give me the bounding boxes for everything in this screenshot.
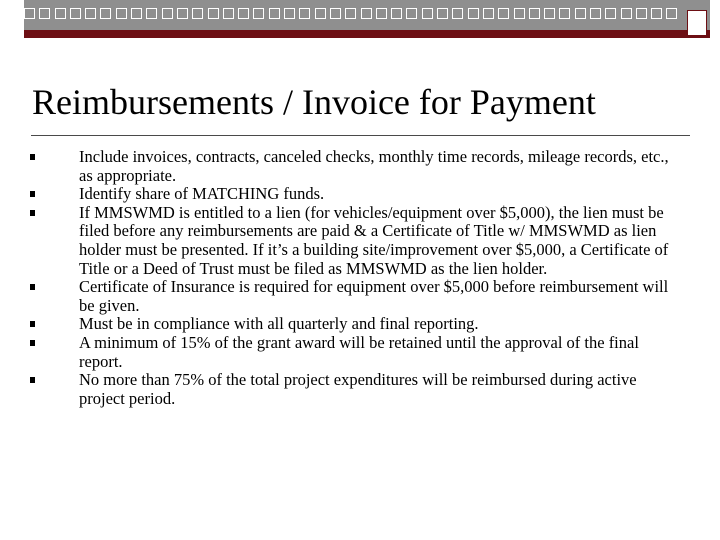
bullet-item [30,148,680,185]
bullet-item [30,185,680,204]
square-icon [315,8,326,19]
square-icon [666,8,677,19]
bullet-text: A minimum of 15% of the grant award will be retained until the approval of the final report. [79,332,639,371]
square-icon [498,8,509,19]
bullet-text: Identify share of MATCHING funds. [79,184,325,204]
header-maroon-bar [24,30,710,38]
square-bullet-icon [30,191,35,197]
square-icon [330,8,341,19]
square-icon [452,8,463,19]
square-bullet-icon [30,377,35,383]
square-icon [636,8,647,19]
bullet-list [30,148,680,408]
bullet-item [30,334,680,371]
square-icon [376,8,387,19]
bullet-text: Must be in compliance with all quarterly and final reporting. [79,314,479,334]
decorative-header-band [0,0,720,40]
square-bullet-icon [30,154,35,160]
bullet-text: If MMSWMD is entitled to a lien (for vehicles/equipment over $5,000), the lien must be filed before any reimbursements are paid & a Certificate of Title w/ MMSWMD as lien holder must be presented. If it’s a building site/improvement over $5,000, a Certificate of Title or a Deed of Trust must be filed as MMSWMD as the lien holder. [79,202,669,278]
slide-title: Reimbursements / Invoice for Payment [32,82,596,122]
square-icon [208,8,219,19]
square-icon [238,8,249,19]
bullet-item [30,371,680,408]
square-icon [544,8,555,19]
square-icon [361,8,372,19]
square-icon [223,8,234,19]
square-icon [406,8,417,19]
bullet-text: Include invoices, contracts, canceled checks, monthly time records, mileage records, etc., as appropriate. [79,147,669,185]
square-icon [146,8,157,19]
square-icon [345,8,356,19]
header-end-tab [687,10,707,36]
square-icon [590,8,601,19]
square-icon [391,8,402,19]
bullet-text: Certificate of Insurance is required for equipment over $5,000 before reimbursement will be given. [79,277,669,315]
square-icon [116,8,127,19]
square-icon [299,8,310,19]
bullet-item [30,204,680,278]
square-bullet-icon [30,340,35,346]
square-icon [100,8,111,19]
square-icon [559,8,570,19]
square-icon [575,8,586,19]
square-icon [55,8,66,19]
bullet-text: No more than 75% of the total project expenditures will be reimbursed during active project period. [79,370,637,408]
square-icon [162,8,173,19]
square-icon [483,8,494,19]
square-icon [192,8,203,19]
square-icon [437,8,448,19]
square-icon [70,8,81,19]
square-icon [284,8,295,19]
square-icon [468,8,479,19]
square-icon [529,8,540,19]
square-icon [131,8,142,19]
square-bullet-icon [30,321,35,327]
square-icon [253,8,264,19]
square-icon [514,8,525,19]
square-bullet-icon [30,284,35,290]
square-icon [269,8,280,19]
square-icon [85,8,96,19]
square-icon [39,8,50,19]
square-icon [651,8,662,19]
square-icon [605,8,616,19]
square-icon [422,8,433,19]
title-divider [31,135,690,136]
square-icon [24,8,35,19]
bullet-item [30,315,680,334]
bullet-item [30,278,680,315]
square-icon [177,8,188,19]
square-bullet-icon [30,210,35,216]
decorative-squares-row [24,8,682,24]
square-icon [621,8,632,19]
